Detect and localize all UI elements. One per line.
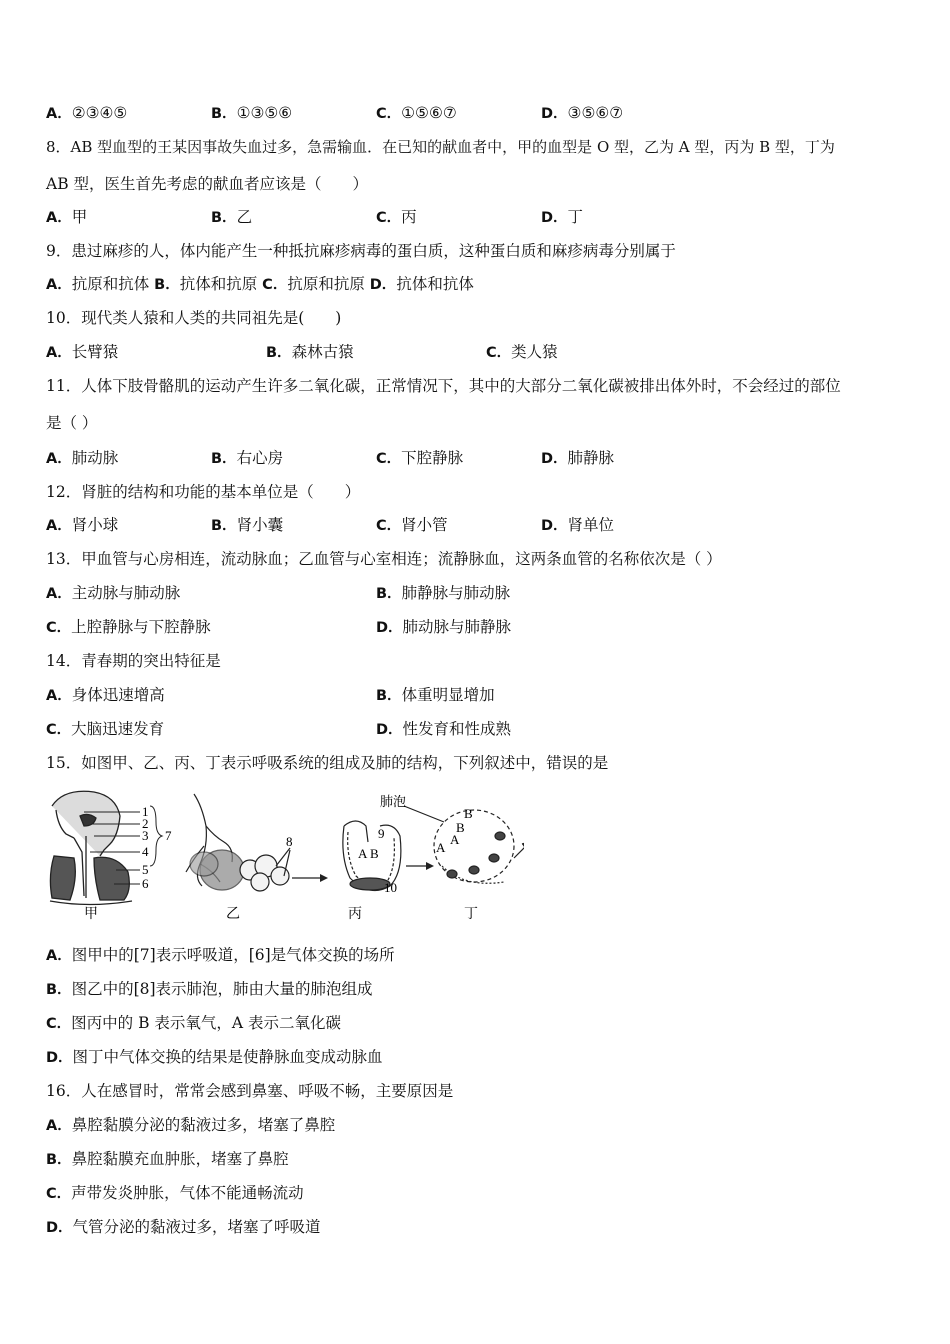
q11-option-a	[46, 448, 118, 469]
option-text: 肾小管	[401, 516, 448, 534]
caption-jia: 甲	[84, 906, 98, 922]
label-bing-a: A	[358, 846, 368, 861]
q14-option-c	[46, 719, 164, 740]
q13-option-b	[376, 583, 510, 604]
q12-option-a	[46, 515, 118, 536]
q10-stem: 10．现代类人猿和人类的共同祖先是( )	[46, 309, 342, 327]
option-text: 长臂猿	[71, 343, 119, 361]
label-alveolus: 肺泡	[380, 794, 407, 809]
option-label: B．	[46, 1152, 72, 1168]
option-text: 性发育和性成熟	[402, 720, 512, 738]
option-text: 主动脉与肺动脉	[71, 584, 181, 602]
q16-option-c	[46, 1183, 304, 1204]
q8-option-b	[211, 207, 252, 228]
option-label: D．	[541, 451, 568, 467]
option-text: 图乙中的[8]表示肺泡，肺由大量的肺泡组成	[71, 980, 373, 998]
q16-option-a	[46, 1115, 335, 1136]
caption-bing: 丙	[348, 906, 362, 922]
q14-option-b	[376, 685, 495, 706]
option-label: C．	[486, 345, 512, 361]
caption-ding: 丁	[464, 906, 478, 922]
option-text: 肺动脉	[71, 449, 119, 467]
option-label: D．	[376, 722, 403, 738]
option-text: 图甲中的[7]表示呼吸道，[6]是气体交换的场所	[71, 946, 395, 964]
option-label: A．	[46, 518, 72, 534]
option-label: C．	[376, 210, 402, 226]
q14-option-d	[376, 719, 511, 740]
q12-option-d	[541, 515, 614, 536]
option-label: C．	[376, 518, 402, 534]
label-num-9: 9	[378, 826, 385, 841]
option-text: 体重明显增加	[401, 686, 495, 704]
option-label: D．	[46, 1220, 73, 1236]
option-label: A．	[46, 688, 72, 704]
option-text: 肾单位	[567, 516, 615, 534]
option-text: ③⑤⑥⑦	[567, 104, 624, 122]
option-label: A．	[46, 345, 72, 361]
q7-option-a	[46, 103, 127, 124]
q11-stem-line2: 是（ ）	[46, 414, 98, 432]
q14-option-a	[46, 685, 165, 706]
label-num-8: 8	[286, 834, 293, 849]
option-text: 抗原和抗原	[287, 275, 370, 293]
q16-option-b	[46, 1149, 289, 1170]
option-text: 鼻腔黏膜充血肿胀，堵塞了鼻腔	[71, 1150, 289, 1168]
q11-option-c	[376, 448, 463, 469]
option-label: A．	[46, 948, 72, 964]
option-label: A．	[46, 1118, 72, 1134]
q14-stem: 14．青春期的突出特征是	[46, 652, 221, 670]
option-label: B．	[211, 210, 237, 226]
label-ding-a2: A	[450, 832, 460, 847]
q11-stem-line1: 11．人体下肢骨骼肌的运动产生许多二氧化碳，正常情况下，其中的大部分二氧化碳被排出体外时，不会经过的部位	[46, 377, 841, 395]
figure-yi	[186, 794, 290, 891]
q7-option-c	[376, 103, 457, 124]
option-label: C．	[46, 1186, 72, 1202]
option-label: D．	[46, 1050, 73, 1066]
option-label: C．	[376, 106, 402, 122]
option-label: A．	[46, 586, 72, 602]
option-label: C．	[262, 277, 288, 293]
option-label: B．	[211, 518, 237, 534]
label-bing-b: B	[370, 846, 379, 861]
q13-option-c	[46, 617, 211, 638]
option-label: C．	[46, 620, 72, 636]
label-num-1: 1	[142, 804, 149, 819]
q15-option-b	[46, 979, 373, 1000]
option-label: B．	[266, 345, 292, 361]
q8-option-d	[541, 207, 583, 228]
q15-option-c	[46, 1013, 341, 1034]
q11-option-b	[211, 448, 283, 469]
q8-stem-line1: 8．AB 型血型的王某因事故失血过多，急需输血．在已知的献血者中，甲的血型是 O 型，乙为 A 型，丙为 B 型，丁为	[46, 138, 835, 156]
label-num-7: 7	[165, 828, 172, 843]
label-num-4: 4	[142, 844, 149, 859]
option-text: ②③④⑤	[71, 104, 128, 122]
option-label: D．	[541, 518, 568, 534]
option-text: 下腔静脉	[401, 449, 464, 467]
q10-option-c	[486, 342, 558, 363]
option-label: A．	[46, 277, 72, 293]
option-label: B．	[211, 106, 237, 122]
q12-option-b	[211, 515, 283, 536]
option-text: 乙	[236, 208, 253, 226]
option-label: C．	[376, 451, 402, 467]
q8-option-a	[46, 207, 87, 228]
option-text: 图丙中的 B 表示氧气，A 表示二氧化碳	[71, 1014, 342, 1032]
label-num-3: 3	[142, 828, 149, 843]
figure-jia	[50, 791, 132, 904]
option-text: 右心房	[236, 449, 284, 467]
option-text: 身体迅速增高	[71, 686, 165, 704]
label-ding-b2: B	[456, 820, 465, 835]
option-text: 气管分泌的黏液过多，堵塞了呼吸道	[72, 1218, 321, 1236]
option-text: 甲	[71, 208, 88, 226]
q15-stem: 15．如图甲、乙、丙、丁表示呼吸系统的组成及肺的结构，下列叙述中，错误的是	[46, 754, 609, 772]
option-label: B．	[376, 688, 402, 704]
q16-stem: 16．人在感冒时，常常会感到鼻塞、呼吸不畅，主要原因是	[46, 1082, 454, 1100]
option-text: 森林古猿	[291, 343, 354, 361]
option-label: B．	[46, 982, 72, 998]
option-label: D．	[369, 277, 397, 293]
q13-option-a	[46, 583, 180, 604]
option-text: 抗原和抗体	[71, 275, 155, 293]
option-text: 鼻腔黏膜分泌的黏液过多，堵塞了鼻腔	[71, 1116, 336, 1134]
label-ding-b: B	[464, 806, 473, 821]
option-text: 声带发炎肿胀，气体不能通畅流动	[71, 1184, 304, 1202]
q10-option-a	[46, 342, 118, 363]
option-text: 丁	[567, 208, 584, 226]
option-label: D．	[541, 210, 568, 226]
option-text: 抗体和抗原	[179, 275, 263, 293]
label-ding-a: A	[436, 840, 446, 855]
option-label: D．	[541, 106, 568, 122]
option-text: ①③⑤⑥	[236, 104, 293, 122]
q12-stem: 12．肾脏的结构和功能的基本单位是（ ）	[46, 483, 361, 501]
label-num-5: 5	[142, 862, 149, 877]
label-num-10: 10	[384, 880, 397, 895]
arrow-head-yi-bing	[320, 874, 328, 882]
option-text: 大脑迅速发育	[71, 720, 165, 738]
label-num-2: 2	[142, 816, 149, 831]
option-text: 图丁中气体交换的结果是使静脉血变成动脉血	[72, 1048, 383, 1066]
option-label: B．	[211, 451, 237, 467]
q11-option-d	[541, 448, 614, 469]
option-label: D．	[376, 620, 403, 636]
option-text: 抗体和抗体	[396, 275, 474, 293]
option-text: ①⑤⑥⑦	[401, 104, 457, 122]
q9-stem: 9．患过麻疹的人，体内能产生一种抵抗麻疹病毒的蛋白质，这种蛋白质和麻疹病毒分别属于	[46, 242, 676, 260]
option-label: A．	[46, 451, 72, 467]
q15-option-a	[46, 945, 395, 966]
option-text: 上腔静脉与下腔静脉	[71, 618, 211, 636]
q8-stem-line2: AB 型，医生首先考虑的献血者应该是（ ）	[46, 175, 369, 193]
option-text: 肾小球	[71, 516, 119, 534]
option-label: A．	[46, 106, 72, 122]
arrow-head-bing-ding	[426, 862, 434, 870]
respiratory-system-figure	[44, 786, 524, 926]
option-text: 肺静脉与肺动脉	[401, 584, 511, 602]
q10-option-b	[266, 342, 354, 363]
q7-option-d	[541, 103, 623, 124]
q9-options	[46, 274, 474, 295]
option-text: 丙	[401, 208, 417, 226]
option-text: 肺动脉与肺静脉	[402, 618, 512, 636]
q16-option-d	[46, 1217, 321, 1238]
option-text: 肾小囊	[236, 516, 284, 534]
option-label: C．	[46, 1016, 72, 1032]
q13-stem: 13．甲血管与心房相连，流动脉血；乙血管与心室相连；流静脉血，这两条血管的名称依次是（ ）	[46, 550, 722, 568]
q12-option-c	[376, 515, 448, 536]
caption-yi: 乙	[226, 906, 240, 922]
q7-option-b	[211, 103, 292, 124]
option-label: B．	[154, 277, 180, 293]
option-label: C．	[46, 722, 72, 738]
q15-option-d	[46, 1047, 383, 1068]
option-label: B．	[376, 586, 402, 602]
q13-option-d	[376, 617, 511, 638]
label-num-6: 6	[142, 876, 149, 891]
option-text: 肺静脉	[567, 449, 615, 467]
q8-option-c	[376, 207, 417, 228]
option-label: A．	[46, 210, 72, 226]
option-text: 类人猿	[511, 343, 558, 361]
